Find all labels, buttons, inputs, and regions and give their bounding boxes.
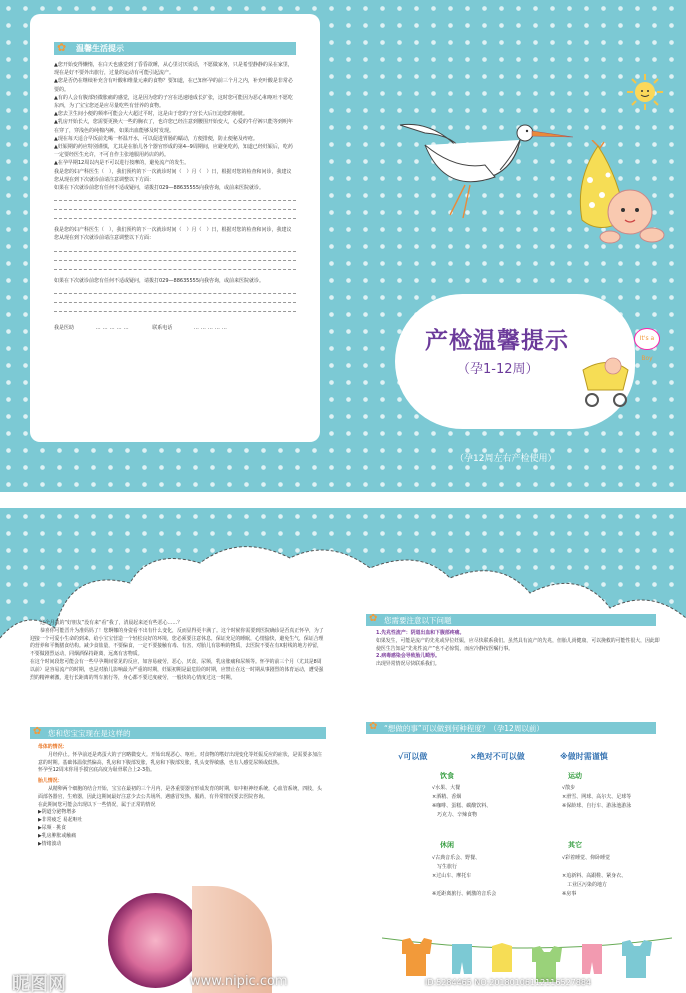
- rest-list: [432, 854, 496, 899]
- stork-icon: [395, 115, 575, 245]
- fetus-list-item: ▶非常疲乏 易起呕吐: [38, 817, 83, 824]
- balloon-text: It's a Boy: [639, 335, 655, 362]
- tips-paragraph: ▲妊娠期的药应特别谨慎，尤其是在胎儿各个器官形成的第4--9周期间，应避免吃药，知道已经妊娠后，吃药一定要经医生允许，不可自作主张地服用药店的药。: [54, 144, 293, 159]
- rest-item: ×过山车、摩托车: [432, 873, 472, 879]
- food-item: 巧克力、辛辣食物: [432, 812, 478, 818]
- food-item: √水果、大餐: [432, 785, 461, 791]
- sport-heading: 运动: [568, 772, 582, 780]
- mother-heading: 母体的情况：: [38, 744, 68, 750]
- embryo-image: [108, 893, 203, 988]
- clinic-paragraph: 如果在下次就诊前您有任何不适或疑问，请拨打029—88635555向我咨询，或前来医院就诊。: [54, 277, 264, 284]
- clinic-paragraph: 如果在下次就诊前您有任何不适或疑问，请拨打029—88635555向我咨询，或前来医院就诊。: [54, 185, 264, 192]
- fetus-text-2: 在此期间您可能会出现以下一些情况，属于正常的情况: [38, 801, 156, 808]
- attention-1-heading: 1.先兆性流产：阴道出血和下腹部疼痛。: [376, 630, 465, 636]
- other-item: ×追新料、高跟鞋、紧身衣、: [562, 873, 627, 879]
- tips-paragraph: ▲乳房开始长大，您需要更换大一些的胸衣了，也许您已经注意到腰围开始变大，心爱的牛仔裤只能等到明年在穿了，穿浅色的纯棉内裤，如果出血能够及时发现。: [54, 119, 293, 134]
- blank-line: [54, 287, 296, 294]
- fetus-list-item: ▶尿频 · 挑食: [38, 824, 66, 831]
- watermark-logo: 昵图网: [12, 974, 66, 993]
- blank-line: [54, 245, 296, 252]
- fold-gap: [0, 492, 686, 508]
- legend-cannot: ×绝对不可以做: [470, 752, 525, 761]
- flower-icon: ✿: [57, 41, 67, 54]
- tips-paragraph: ▲在孕早期12周以内是不可以进行按摩的，避免流产的发生。: [54, 160, 190, 167]
- blank-line: [54, 212, 296, 219]
- flower-icon: ✿: [369, 613, 378, 624]
- food-item: ×酒精、香烟: [432, 794, 462, 800]
- main-title: 产检温馨提示: [425, 328, 569, 354]
- other-item: ※房事: [562, 891, 577, 897]
- fetus-list-item: ▶乳房肿胀或触痛: [38, 832, 76, 839]
- other-list: [562, 854, 626, 899]
- food-item: ※咖啡、蛋糕、碳酸饮料、: [432, 803, 492, 809]
- sub-title: （孕1-12周）: [457, 362, 539, 377]
- rest-heading: 休闲: [440, 841, 454, 849]
- other-item: [562, 863, 626, 872]
- baby-section-title: 您和您宝宝现在是这样的: [48, 729, 131, 738]
- signature-row: 我是医助 …………… 联系电话 ……………: [54, 324, 229, 331]
- blank-line: [54, 263, 296, 270]
- flower-icon: ✿: [369, 721, 378, 732]
- blank-line: [54, 254, 296, 261]
- watermark-id: ID:5284465 NO:20180106112116527884: [425, 978, 592, 987]
- clinic-paragraph: 我是您的妇产科医生（ ），我们预约的下一次就诊时间（ ）月（ ）日，根据对您的检查和问诊，我建议您从现在到下次就诊前请注意调整以下方面：: [54, 168, 292, 183]
- sport-item: √散步: [562, 785, 576, 791]
- sun-icon: [625, 72, 665, 112]
- intro-paragraph: 这个月我的“好朋友”没有来“看”我了，清晨起来还有些恶心……？: [40, 620, 183, 626]
- tips-title-bar: [54, 42, 296, 55]
- fetus-list-item: ▶阴道分泌物增多: [38, 809, 76, 816]
- fetus-list-item: ▶情绪波动: [38, 840, 62, 847]
- other-item: √彩着睡觉、仰卧睡觉: [562, 855, 611, 861]
- attention-text: [376, 630, 661, 669]
- tips-paragraph: ▲您去卫生间小便的频率可能会大大超过平时，这是由于您的子宫长大后压迫您的膀胱。: [54, 111, 248, 118]
- fetus-heading: 胎儿情况：: [38, 778, 63, 785]
- tips-paragraph: ▲有的人会有腹部轻微胀痛的感觉，这是因为您的子宫在迅速地成长扩张，这时您可能因为恶心和呕吐不愿吃东西，为了宝宝您还是应尽量吃些有营养的食物。: [54, 94, 293, 110]
- sport-item: ×滑雪、网球、高尔夫、足球等: [562, 794, 632, 800]
- intro-text: [30, 620, 326, 682]
- tips-card: [30, 14, 320, 442]
- food-heading: 饮食: [440, 772, 454, 780]
- sport-list: [562, 784, 631, 811]
- baby-bundle-icon: [570, 140, 670, 250]
- fetus-text: 从精卵两个细胞的结合开始，宝宝在最初的三个月内，是各重要器官形成发育的时期，如中枢神经系统，心血管系统，四肢，头面部各器官，生殖器，因此这期间最好注意少去公共场所，遇感冒发热、服药，有异常情况要去医院咨询。: [38, 785, 322, 800]
- food-list: [432, 784, 491, 820]
- legend-can: √可以做: [398, 752, 428, 761]
- rest-item: √古典音乐会、野餐、: [432, 855, 481, 861]
- balloon-icon: [634, 328, 660, 362]
- tips-paragraph: ▲您开始变得懒惰，在白天也感觉到了昏昏欲睡，从心里讨厌说话，不愿做家务，只是希望静静的呆在家里，现在是好不要外出旅行，过量的运动有可能引起流产。: [54, 62, 293, 77]
- attention-2-text: 出现异常情况尽快联系我们。: [376, 661, 440, 668]
- stroller-icon: [578, 350, 638, 410]
- tips-paragraph: ▲您是否仍在继续补充含有叶酸和维量元素的食物？要知道，在已知怀孕的前三个月之内，补充叶酸是非常必要的。: [54, 78, 293, 93]
- blank-line: [54, 194, 296, 201]
- mother-text: 月经停止。怀孕前还是鸡蛋大的子宫略微变大。开始出现恶心、呕吐。对食物的嗜好出现变化等妊娠反应的症状，是需要多加注意的时期。基础体温依然偏高，乳房和下腹部发胀，乳房和下腹部发胀，乳头变得敏感，也有人感觉尿频或低热。: [38, 751, 322, 766]
- blank-line: [54, 296, 296, 303]
- tips-title: 温馨生活提示: [76, 44, 124, 53]
- clinic-paragraph: 我是您的妇产科医生（ ），我们预约的下一次就诊时间（ ）月（ ）日，根据对您的检查和问诊，我建议您从现在到下次就诊前请注意调整以下方面：: [54, 227, 292, 242]
- attention-1-text: 如果发生，可能是流产的先兆或异位妊娠，应尽快联系我们。虽然具有流产的先兆，但胎儿尚健康，可以挽救的可能性很大，因此即使医生告知是“先兆性流产”也不必惊慌，而应冷静按医嘱行事。: [376, 637, 660, 652]
- intro-paragraph: 在这个时间段您可能会有一些早孕期间常见的反应，如容易疲劳，恶心，厌食，尿频，乳房胀痛和尿频等。怀孕的前三个月（尤其是8周以前）是容易流产的时期，也是对胎儿影响最为严重的时期，妊娠初期是最危险的时期，应禁止在这一时期从事剧烈的体育运动，遭受强烈的精神刺激，进行长距离的驾车旅行等，身心都不要过度疲劳，一般快的心情度过这一时期。: [30, 658, 324, 681]
- tips-paragraph: ▲现在每天适合早饭前先喝一杯温开水，可以促进胃肠的蠕动，方便排便，防止便秘及痔疮。: [54, 135, 258, 142]
- blank-line: [54, 203, 296, 210]
- cover-panel: [0, 0, 686, 492]
- rest-item: ※近距离旅行、刺激的音乐会: [432, 891, 497, 897]
- other-item: 工业区污染的地方: [562, 882, 608, 888]
- wish-title: “想做的事”可以做到何种程度？（孕12周以前）: [384, 724, 544, 733]
- phone-label: 联系电话: [152, 324, 173, 331]
- attention-2-heading: 2.病毒感染会导致胎儿畸形。: [376, 653, 440, 660]
- doctor-assistant-label: 我是医助: [54, 324, 75, 331]
- baby-section-text: [38, 744, 326, 848]
- flower-icon: ✿: [33, 726, 42, 737]
- watermark-url: www.nipic.com: [190, 974, 288, 989]
- sport-item: ※保龄球、自行车、游泳池游泳: [562, 803, 632, 809]
- blank-line: [54, 305, 296, 312]
- attention-title: 您需要注意以下问题: [384, 616, 452, 625]
- baby-section-bar: [30, 727, 326, 739]
- rest-item: [432, 881, 496, 890]
- intro-paragraph: 恭喜你可能晋升为准妈妈了！您婀娜的身姿看不出有什么变化，反而显得更丰满了。这个时候你需要到医院确诊是否真正怀孕，为了迎接一个可爱小生命的到来，给小宝宝营造一个轻松良好的环境，您必须要注意休息，保证充足的睡眠，心情愉快，避免生气，保证合理的营养和平衡膳食结构。减少食盐量，不要偏食，一定不要接触有毒、有害，对胎儿有影响的物质，去医院不要在有X射线的地方停留，不要做剧烈运动，同烟酒保持距离，远离有害物质。: [30, 627, 324, 658]
- mother-text-2: 怀孕至12周末你用手摸宫底高度为耻骨联合上2-3指。: [38, 767, 155, 774]
- rest-item: 写生旅行: [432, 864, 458, 870]
- tips-text: [54, 61, 296, 332]
- legend-careful: ※做时需谨慎: [560, 752, 608, 761]
- attention-section-bar: [366, 614, 656, 626]
- wish-section-bar: [366, 722, 656, 734]
- usage-note: （孕12周左右产检使用）: [455, 454, 557, 464]
- inner-panel: [0, 508, 686, 993]
- other-heading: 其它: [568, 841, 582, 849]
